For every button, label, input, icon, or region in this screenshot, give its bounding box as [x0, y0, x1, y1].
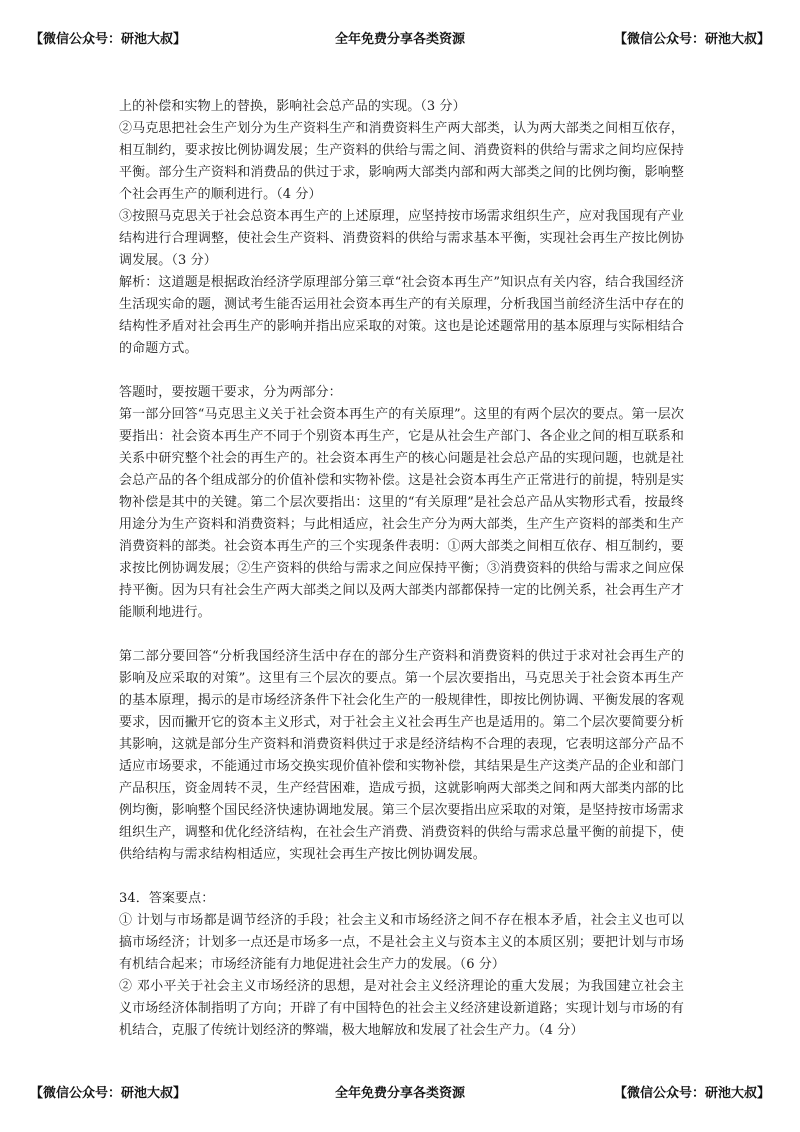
answer-point-1-continued: 上的补偿和实物上的替换，影响社会总产品的实现。（3 分）	[119, 99, 466, 114]
part-one-paragraph: 第一部分回答“马克思主义关于社会资本再生产的有关原理”。这里的有两个层次的要点。第一层次要指出：社会资本再生产不同于个别资本再生产，它是从社会生产部门、各企业之间的相互联系和关系中研究整个社会的再生产的。社会资本再生产的核心问题是社会总产品的实现问题，也就是社会总产品的各个组成部分的价值补偿和实物补偿。这是社会资本再生产正常进行的前提，特别是实物补偿是其中的关键。第二个层次要指出：这里的“有关原理”是社会总产品从实物形式看，按最终用途分为生产资料和消费资料；与此相适应，社会生产分为两大部类，生产生产资料的部类和生产消费资料的部类。社会资本再生产的三个实现条件表明：①两大部类之间相互依存、相互制约，要求按比例协调发展；②生产资料的供给与需求之间应保持平衡；③消费资料的供给与需求之间应保持平衡。因为只有社会生产两大部类之间以及两大部类内部都保持一定的比例关系，社会再生产才能顺利地进行。	[119, 407, 684, 620]
paragraph-gap	[119, 360, 684, 382]
question-34-heading: 34．答案要点：	[119, 891, 215, 906]
question-34-point-2: ② 邓小平关于社会主义市场经济的思想，是对社会主义经济理论的重大发展；为我国建立社会主义市场经济体制指明了方向；开辟了有中国特色的社会主义经济建设新道路；实现计划与市场的有机结合，克服了传统计划经济的弊端，极大地解放和发展了社会生产力。（4 分）	[119, 979, 684, 1038]
answer-instructions: 答题时，要按题干要求，分为两部分：	[119, 385, 342, 400]
paragraph-gap	[119, 624, 684, 646]
header-right-label: 【微信公众号：研池大叔】	[613, 32, 770, 47]
footer-right-label: 【微信公众号：研池大叔】	[613, 1086, 770, 1101]
answer-point-2: ②马克思把社会生产划分为生产资料生产和消费资料生产两大部类，认为两大部类之间相互依存，相互制约，要求按比例协调发展；生产资料的供给与需之间、消费资料的供给与需求之间均应保持平衡。部分生产资料和消费品的供过于求，影响两大部类内部和两大部类之间的比例均衡，影响整个社会再生产的顺利进行。（4 分）	[119, 121, 684, 202]
paragraph-gap	[119, 866, 684, 888]
answer-point-3: ③按照马克思关于社会总资本再生产的上述原理，应坚持按市场需求组织生产，应对我国现有产业结构进行合理调整，使社会生产资料、消费资料的供给与需求基本平衡，实现社会再生产按比例协调发展。（3 分）	[119, 209, 684, 268]
header-left-label: 【微信公众号：研池大叔】	[30, 32, 187, 47]
footer-left-label: 【微信公众号：研池大叔】	[30, 1086, 187, 1101]
document-body	[119, 96, 684, 1042]
footer-center-label: 全年免费分享各类资源	[334, 1086, 465, 1101]
question-34-point-1: ① 计划与市场都是调节经济的手段；社会主义和市场经济之间不存在根本矛盾，社会主义也可以搞市场经济；计划多一点还是市场多一点，不是社会主义与资本主义的本质区别；要把计划与市场有机结合起来；市场经济能有力地促进社会生产力的发展。（6 分）	[119, 913, 684, 972]
part-two-paragraph: 第二部分要回答“分析我国经济生活中存在的部分生产资料和消费资料的供过于求对社会再生产的影响及应采取的对策”。这里有三个层次的要点。第一个层次要指出，马克思关于社会资本再生产的基本原理，揭示的是市场经济条件下社会化生产的一般规律性，即按比例协调、平衡发展的客观要求，因而撇开它的资本主义形式，对于社会主义社会再生产也是适用的。第二个层次要简要分析其影响，这就是部分生产资料和消费资料供过于求是经济结构不合理的表现，它表明这部分产品不适应市场要求，不能通过市场交换实现价值补偿和实物补偿，其结果是生产这类产品的企业和部门产品积压，资金周转不灵，生产经营困难，造成亏损，这就影响两大部类之间和两大部类内部的比例均衡，影响整个国民经济快速协调地发展。第三个层次要指出应采取的对策，是坚持按市场需求组织生产，调整和优化经济结构，在社会生产消费、消费资料的供给与需求总量平衡的前提下，使供给结构与需求结构相适应，实现社会再生产按比例协调发展。	[119, 649, 684, 862]
page-header	[0, 28, 800, 52]
page-footer	[0, 1082, 800, 1106]
header-center-label: 全年免费分享各类资源	[334, 32, 465, 47]
analysis-paragraph: 解析：这道题是根据政治经济学原理部分第三章“社会资本再生产”知识点有关内容，结合我国经济生活现实命的题，测试考生能否运用社会资本再生产的有关原理，分析我国当前经济生活中存在的结构性矛盾对社会再生产的影响并指出应采取的对策。这也是论述题常用的基本原理与实际相结合的命题方式。	[119, 275, 684, 356]
